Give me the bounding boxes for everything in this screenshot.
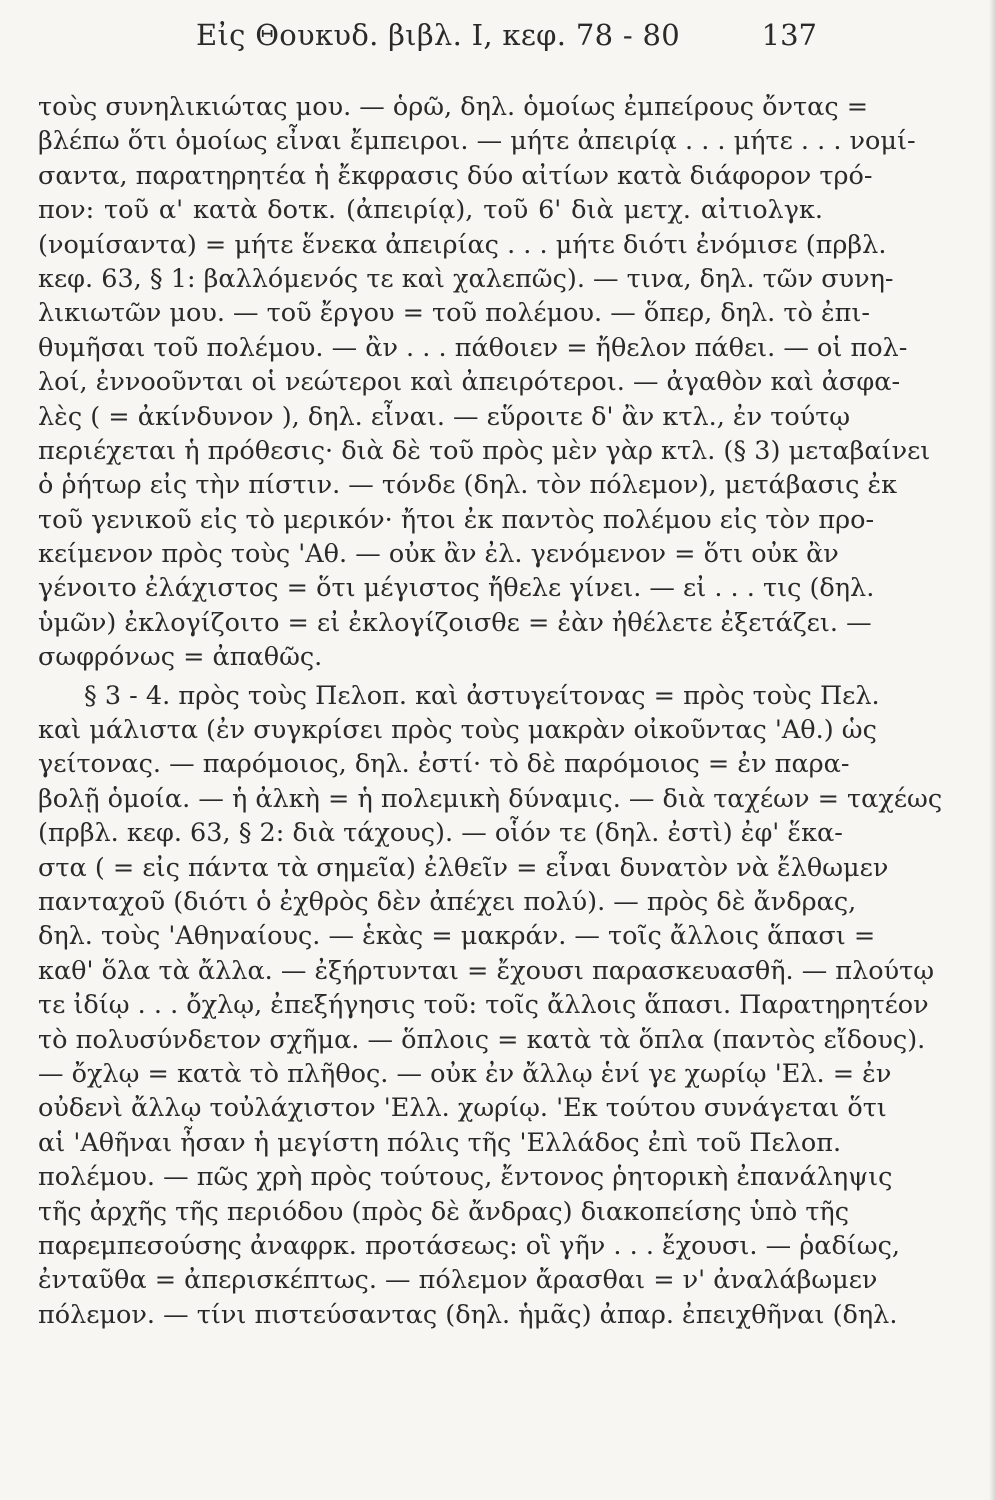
text-line: γείτονας. — παρόμοιος, δηλ. ἐστί· τὸ δὲ παρόμοιος = ἐν παρα- (38, 749, 850, 780)
text-line: στα ( = εἰς πάντα τὰ σημεῖα) ἐλθεῖν = εἶναι δυνατὸν νὰ ἔλθωμεν (38, 852, 889, 883)
text-line: δηλ. τοὺς 'Αθηναίους. — ἑκὰς = μακράν. — τοῖς ἄλλοις ἅπασι = (38, 921, 876, 952)
text-line: ὁ ῥήτωρ εἰς τὴν πίστιν. — τόνδε (δηλ. τὸν πόλεμον), μετάβασις ἐκ (38, 470, 898, 501)
page-number: 137 (761, 18, 817, 52)
text-line: παρεμπεσούσης ἀναφρκ. προτάσεως: οἳ γῆν . . . ἔχουσι. — ῥαδίως, (38, 1230, 900, 1261)
text-line: αἱ 'Αθῆναι ἦσαν ἡ μεγίστη πόλις τῆς 'Ελλάδος ἐπὶ τοῦ Πελοπ. (38, 1127, 842, 1158)
text-line: λοί, ἐννοοῦνται οἱ νεώτεροι καὶ ἀπειρότεροι. — ἀγαθὸν καὶ ἀσφα- (38, 367, 901, 398)
text-line: πόλεμον. — τίνι πιστεύσαντας (δηλ. ἡμᾶς) ἀπαρ. ἐπειχθῆναι (δηλ. (38, 1299, 898, 1330)
text-line: οὐδενὶ ἄλλῳ τοὐλάχιστον 'Ελλ. χωρίῳ. 'Εκ τούτου συνάγεται ὅτι (38, 1093, 887, 1124)
text-line: — ὄχλῳ = κατὰ τὸ πλῆθος. — οὐκ ἐν ἄλλῳ ἑνί γε χωρίῳ 'Ελ. = ἐν (38, 1058, 892, 1089)
paragraph-1 (38, 90, 931, 675)
text-line: (νομίσαντα) = μήτε ἕνεκα ἀπειρίας . . . μήτε διότι ἐνόμισε (πρβλ. (38, 229, 887, 260)
text-line: περιέχεται ἡ πρόθεσις· διὰ δὲ τοῦ πρὸς μὲν γὰρ κτλ. (§ 3) μεταβαίνει (38, 435, 931, 466)
page-edge-shadow (989, 0, 995, 1500)
text-line: βλέπω ὅτι ὁμοίως εἶναι ἔμπειροι. — μήτε ἀπειρίᾳ . . . μήτε . . . νομί- (38, 126, 916, 157)
text-line: ἐνταῦθα = ἀπερισκέπτως. — πόλεμον ἄρασθαι = ν' ἀναλάβωμεν (38, 1265, 878, 1296)
page-header (0, 18, 995, 62)
text-line: ὑμῶν) ἐκλογίζοιτο = εἰ ἐκλογίζοισθε = ἐὰν ἠθέλετε ἐξετάζει. — (38, 607, 872, 638)
text-line: (πρβλ. κεφ. 63, § 2: διὰ τάχους). — οἷόν τε (δηλ. ἐστὶ) ἐφ' ἕκα- (38, 818, 843, 849)
text-line: βολῇ ὁμοία. — ἡ ἀλκὴ = ἡ πολεμικὴ δύναμις. — διὰ ταχέων = ταχέως (38, 783, 943, 814)
text-line: θυμῆσαι τοῦ πολέμου. — ἂν . . . πάθοιεν = ἤθελον πάθει. — οἱ πολ- (38, 332, 908, 363)
text-line: σωφρόνως = ἀπαθῶς. (38, 642, 323, 673)
text-line: λὲς ( = ἀκίνδυνον ), δηλ. εἶναι. — εὕροιτε δ' ἂν κτλ., ἐν τούτῳ (38, 401, 851, 432)
text-line: σαντα, παρατηρητέα ἡ ἔκφρασις δύο αἰτίων κατὰ διάφορον τρό- (38, 160, 873, 191)
text-line: καθ' ὅλα τὰ ἄλλα. — ἐξήρτυνται = ἔχουσι παρασκευασθῆ. — πλούτῳ (38, 955, 934, 986)
text-line: τοῦ γενικοῦ εἰς τὸ μερικόν· ἤτοι ἐκ παντὸς πολέμου εἰς τὸν προ- (38, 504, 875, 535)
text-line: καὶ μάλιστα (ἐν συγκρίσει πρὸς τοὺς μακρὰν οἰκοῦντας 'Αθ.) ὡς (38, 715, 877, 746)
text-line: τῆς ἀρχῆς τῆς περιόδου (πρὸς δὲ ἄνδρας) διακοπείσης ὑπὸ τῆς (38, 1196, 849, 1227)
text-line: λικιωτῶν μου. — τοῦ ἔργου = τοῦ πολέμου. — ὅπερ, δηλ. τὸ ἐπι- (38, 298, 870, 329)
text-line: πολέμου. — πῶς χρὴ πρὸς τούτους, ἔντονος ῥητορικὴ ἐπανάληψις (38, 1162, 893, 1193)
text-line: πον: τοῦ α' κατὰ δοτκ. (ἀπειρίᾳ), τοῦ 6' διὰ μετχ. αἰτιολγκ. (38, 195, 823, 226)
commentary-text (38, 90, 943, 1332)
text-line: τοὺς συνηλικιώτας μου. — ὁρῶ, δηλ. ὁμοίως ἐμπείρους ὄντας = (38, 92, 869, 122)
text-line: γένοιτο ἐλάχιστος = ὅτι μέγιστος ἤθελε γίνει. — εἰ . . . τις (δηλ. (38, 573, 875, 604)
text-line: κείμενον πρὸς τοὺς 'Αθ. — οὐκ ἂν ἐλ. γενόμενον = ὅτι οὐκ ἂν (38, 539, 839, 570)
text-line: πανταχοῦ (διότι ὁ ἐχθρὸς δὲν ἀπέχει πολύ). — πρὸς δὲ ἄνδρας, (38, 886, 857, 917)
text-line: τὸ πολυσύνδετον σχῆμα. — ὅπλοις = κατὰ τὰ ὅπλα (παντὸς εἴδους). (38, 1024, 926, 1055)
paragraph-2 (38, 679, 943, 1332)
text-line: § 3 - 4. πρὸς τοὺς Πελοπ. καὶ ἀστυγείτονας = πρὸς τοὺς Πελ. (84, 680, 880, 711)
text-line: κεφ. 63, § 1: βαλλόμενός τε καὶ χαλεπῶς). — τινα, δηλ. τῶν συνη- (38, 263, 894, 294)
running-head: Εἰς Θουκυδ. βιβλ. Ι, κεφ. 78 - 80 (196, 18, 680, 52)
text-line: τε ἰδίῳ . . . ὄχλῳ, ἐπεξήγησις τοῦ: τοῖς ἄλλοις ἅπασι. Παρατηρητέον (38, 990, 929, 1021)
